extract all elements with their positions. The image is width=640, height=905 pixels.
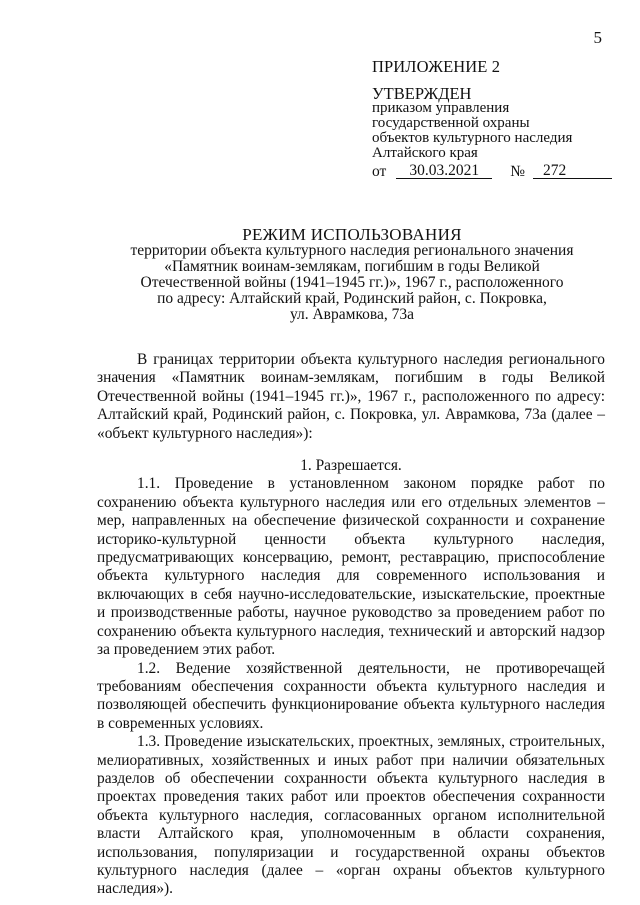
document-title: РЕЖИМ ИСПОЛЬЗОВАНИЯ bbox=[242, 225, 462, 244]
approval-line: Алтайского края bbox=[372, 145, 478, 161]
document-heading bbox=[100, 227, 604, 323]
subtitle-line: «Памятник воинам-землякам, погибшим в годы Великой bbox=[164, 258, 540, 275]
item-1-1: 1.1. Проведение в установленном законом порядке работ по сохранению объекта культурного наследия или его отдельных элементов – мер, направленных на обеспечение физической сохранности и сохранение историко-культурной ценности объекта культурного наследия, предусматривающих консервацию, ремонт, реставрацию, приспособление объекта культурного наследия для современного использования и включающих в себя научно-исследовательские, изыскательские, проектные и производственные работы, научное руководство за проведением работ по сохранению объекта культурного наследия, технический и авторский надзор за проведением этих работ. bbox=[97, 475, 605, 659]
order-date: 30.03.2021 bbox=[396, 163, 492, 179]
document-body bbox=[97, 351, 605, 899]
approved-label: УТВЕРЖДЕН bbox=[372, 84, 472, 103]
approval-line: государственной охраны bbox=[372, 115, 530, 131]
from-label: от bbox=[372, 163, 387, 180]
appendix-label: ПРИЛОЖЕНИЕ 2 bbox=[372, 57, 501, 76]
approval-line: приказом управления bbox=[372, 100, 510, 116]
page-number: 5 bbox=[593, 28, 602, 47]
approval-block bbox=[372, 59, 612, 179]
number-sign: № bbox=[510, 163, 525, 180]
subtitle-line: ул. Аврамкова, 73а bbox=[289, 306, 415, 323]
order-number: 272 bbox=[533, 163, 612, 179]
order-reference bbox=[372, 163, 612, 179]
subtitle-line: Отечественной войны (1941–1945 гг.)», 1967 г., расположенного bbox=[140, 274, 564, 291]
item-1-3: 1.3. Проведение изыскательских, проектных, земляных, строительных, мелиоративных, хозяйственных и иных работ при наличии обязательных разделов об обеспечении сохранности объекта культурного наследия в проектах проведения таких работ или проектов обеспечения сохранности объекта культурного наследия, согласованных органом исполнительной власти Алтайского края, уполномоченным в области сохранения, использования, популяризации и государственной охраны объектов культурного наследия (далее – «орган охраны объектов культурного наследия»). bbox=[97, 733, 605, 898]
subtitle-line: по адресу: Алтайский край, Родинский район, с. Покровка, bbox=[157, 290, 547, 307]
section-heading: 1. Разрешается. bbox=[300, 457, 402, 475]
approval-line: объектов культурного наследия bbox=[372, 130, 573, 146]
subtitle-line: территории объекта культурного наследия регионального значения bbox=[130, 242, 574, 259]
intro-paragraph: В границах территории объекта культурного наследия регионального значения «Памятник воинам-землякам, погибшим в годы Великой Отечественной войны (1941–1945 гг.)», 1967 г., расположенного по адресу: Алтайский край, Родинский район, с. Покровка, ул. Аврамкова, 73а (далее – «объект культурного наследия»): bbox=[97, 351, 605, 442]
item-1-2: 1.2. Ведение хозяйственной деятельности, не противоречащей требованиям обеспечения сохранности объекта культурного наследия и позволяющей обеспечить функционирование объекта культурного наследия в современных условиях. bbox=[97, 659, 605, 732]
